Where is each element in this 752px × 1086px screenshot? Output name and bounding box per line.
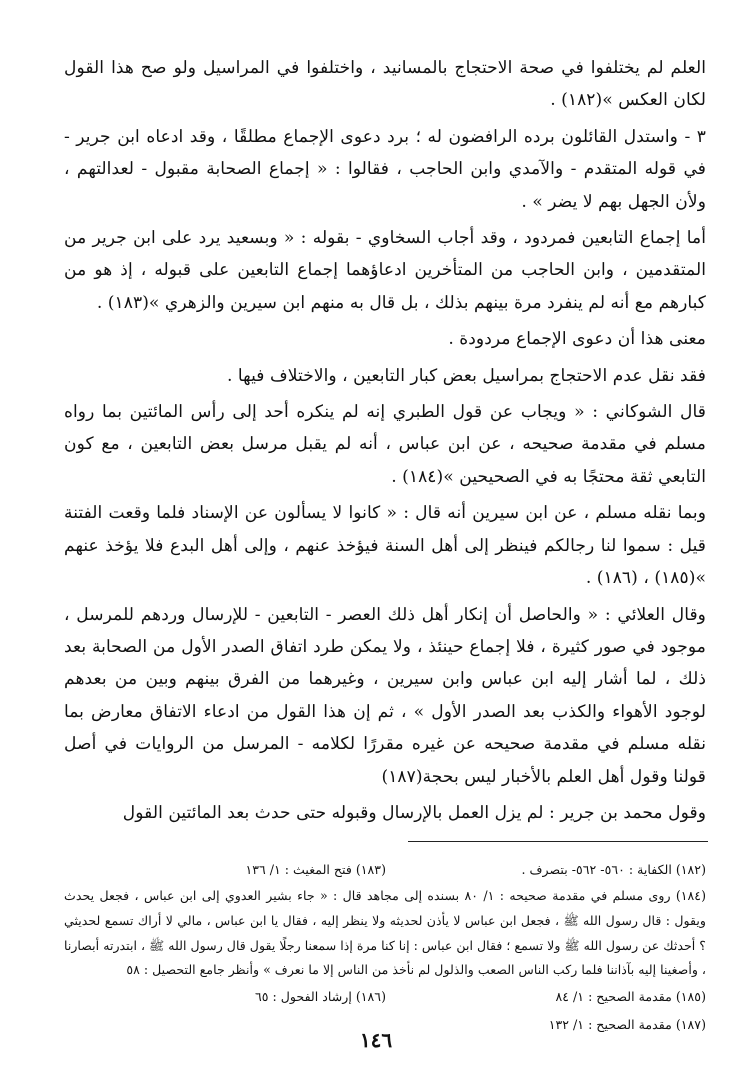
footnote-184: (١٨٤) روى مسلم في مقدمة صحيحه : ١/ ٨٠ بسنده إلى مجاهد قال : « جاء بشير العدوي إلى ابن عباس ، فجعل يحدث ويقول : قال رسول الله ﷺ ، فجعل ابن عباس لا يأذن لحديثه ولا ينظر إليه ، فقال يا ابن عباس ، مالي لا أراك تسمع لحديثي ؟ أحدثك عن رسول الله ﷺ ولا تسمع ؛ فقال ابن عباس : إنا كنا مرة إذا سمعنا رجلًا يقول قال رسول الله ﷺ ، ابتدرته أبصارنا ، وأصغينا إليه بآذاننا فلما ركب الناس الصعب والذلول لم نأخذ من الناس إلا ما نعرف » وأنظر جامع التحصيل : ٥٨ [64,888,706,978]
paragraph-non-acceptance: فقد نقل عدم الاحتجاج بمراسيل بعض كبار التابعين ، والاختلاف فيها . [227,365,706,386]
paragraph-alaai: وقال العلائي : « والحاصل أن إنكار أهل ذلك العصر - التابعين - للإرسال وردهم للمرسل ، موجود في صور كثيرة ، فلا إجماع حينئذ ، ولا يمكن طرد اتفاق الصدر الأول من الصحابة بعد ذلك ، لما أشار إليه ابن عباس وابن سيرين ، وغيرهما من الفرق بينهم وبين من بعدهم لوجود الأهواء والكذب بعد الصدر الأول » ، ثم إن هذا القول من ادعاء الاتفاق معارض بما نقله مسلم في مقدمة صحيحه عن غيره مقررًا لكلامه - المرسل من الروايات في أصل قولنا وقول أهل العلم بالأخبار ليس بحجة(١٨٧) [64,604,706,787]
paragraph-ibn-sirin: وبما نقله مسلم ، عن ابن سيرين أنه قال : « كانوا لا يسألون عن الإسناد فلما وقعت الفتنة قيل : سموا لنا رجالكم فينظر إلى أهل السنة فيؤخذ عنهم ، وإلى أهل البدع فلا يؤخذ عنهم »(١٨٥) ، (١٨٦) . [64,503,706,589]
paragraph-argument-3: ٣ - واستدل القائلون برده الرافضون له ؛ برد دعوى الإجماع مطلقًا ، وقد ادعاه ابن جرير - في قوله المتقدم - والآمدي وابن الحاجب ، فقالوا : « إجماع الصحابة مقبول - لعدالتهم ، ولأن الجهل بهم لا يضر » . [64,126,706,212]
footnote-separator [408,841,708,842]
footnote-186: (١٨٦) إرشاد الفحول : ٦٥ [255,988,386,1004]
paragraph-shawkani: قال الشوكاني : « ويجاب عن قول الطبري إنه لم ينكره أحد إلى رأس المائتين بما رواه مسلم في مقدمة صحيحه ، عن ابن عباس ، أنه لم يقبل مرسل بعض التابعين ، مع كون التابعي ثقة محتجًا به في الصحيحين »(١٨٤) . [64,402,706,487]
footnote-185: (١٨٥) مقدمة الصحيح : ١/ ٨٤ [555,988,706,1004]
paragraph-consensus-rejected: معنى هذا أن دعوى الإجماع مردودة . [448,329,706,350]
footnote-row-182-183 [62,856,708,884]
footnote-183: (١٨٣) فتح المغيث : ١/ ١٣٦ [245,862,386,878]
paragraph-continuation: العلم لم يختلفوا في صحة الاحتجاج بالمسانيد ، واختلفوا في المراسيل ولو صح هذا القول لكان العكس »(١٨٢) . [64,58,706,111]
footnote-187: (١٨٧) مقدمة الصحيح : ١/ ١٣٢ [548,1016,706,1032]
page-number: ١٤٦ [359,1028,393,1052]
footnote-182: (١٨٢) الكفاية : ٥٦٠- ٥٦٢- بتصرف . [521,862,706,878]
footnote-row-185-186 [62,983,708,1011]
paragraph-tabieen-consensus: أما إجماع التابعين فمردود ، وقد أجاب السخاوي - بقوله : « وبسعيد يرد على ابن جرير من المتقدمين ، وابن الحاجب من المتأخرين ادعاؤهما إجماع التابعين على قبوله ، إذ هو من كبارهم مع أنه لم ينفرد مرة بينهم بذلك ، بل قال به منهم ابن سيرين والزهري »(١٨٣) . [64,228,706,313]
page-body [62,52,708,1039]
paragraph-ibn-jarir: وقول محمد بن جرير : لم يزل العمل بالإرسال وقبوله حتى حدث بعد المائتين القول [122,802,706,823]
